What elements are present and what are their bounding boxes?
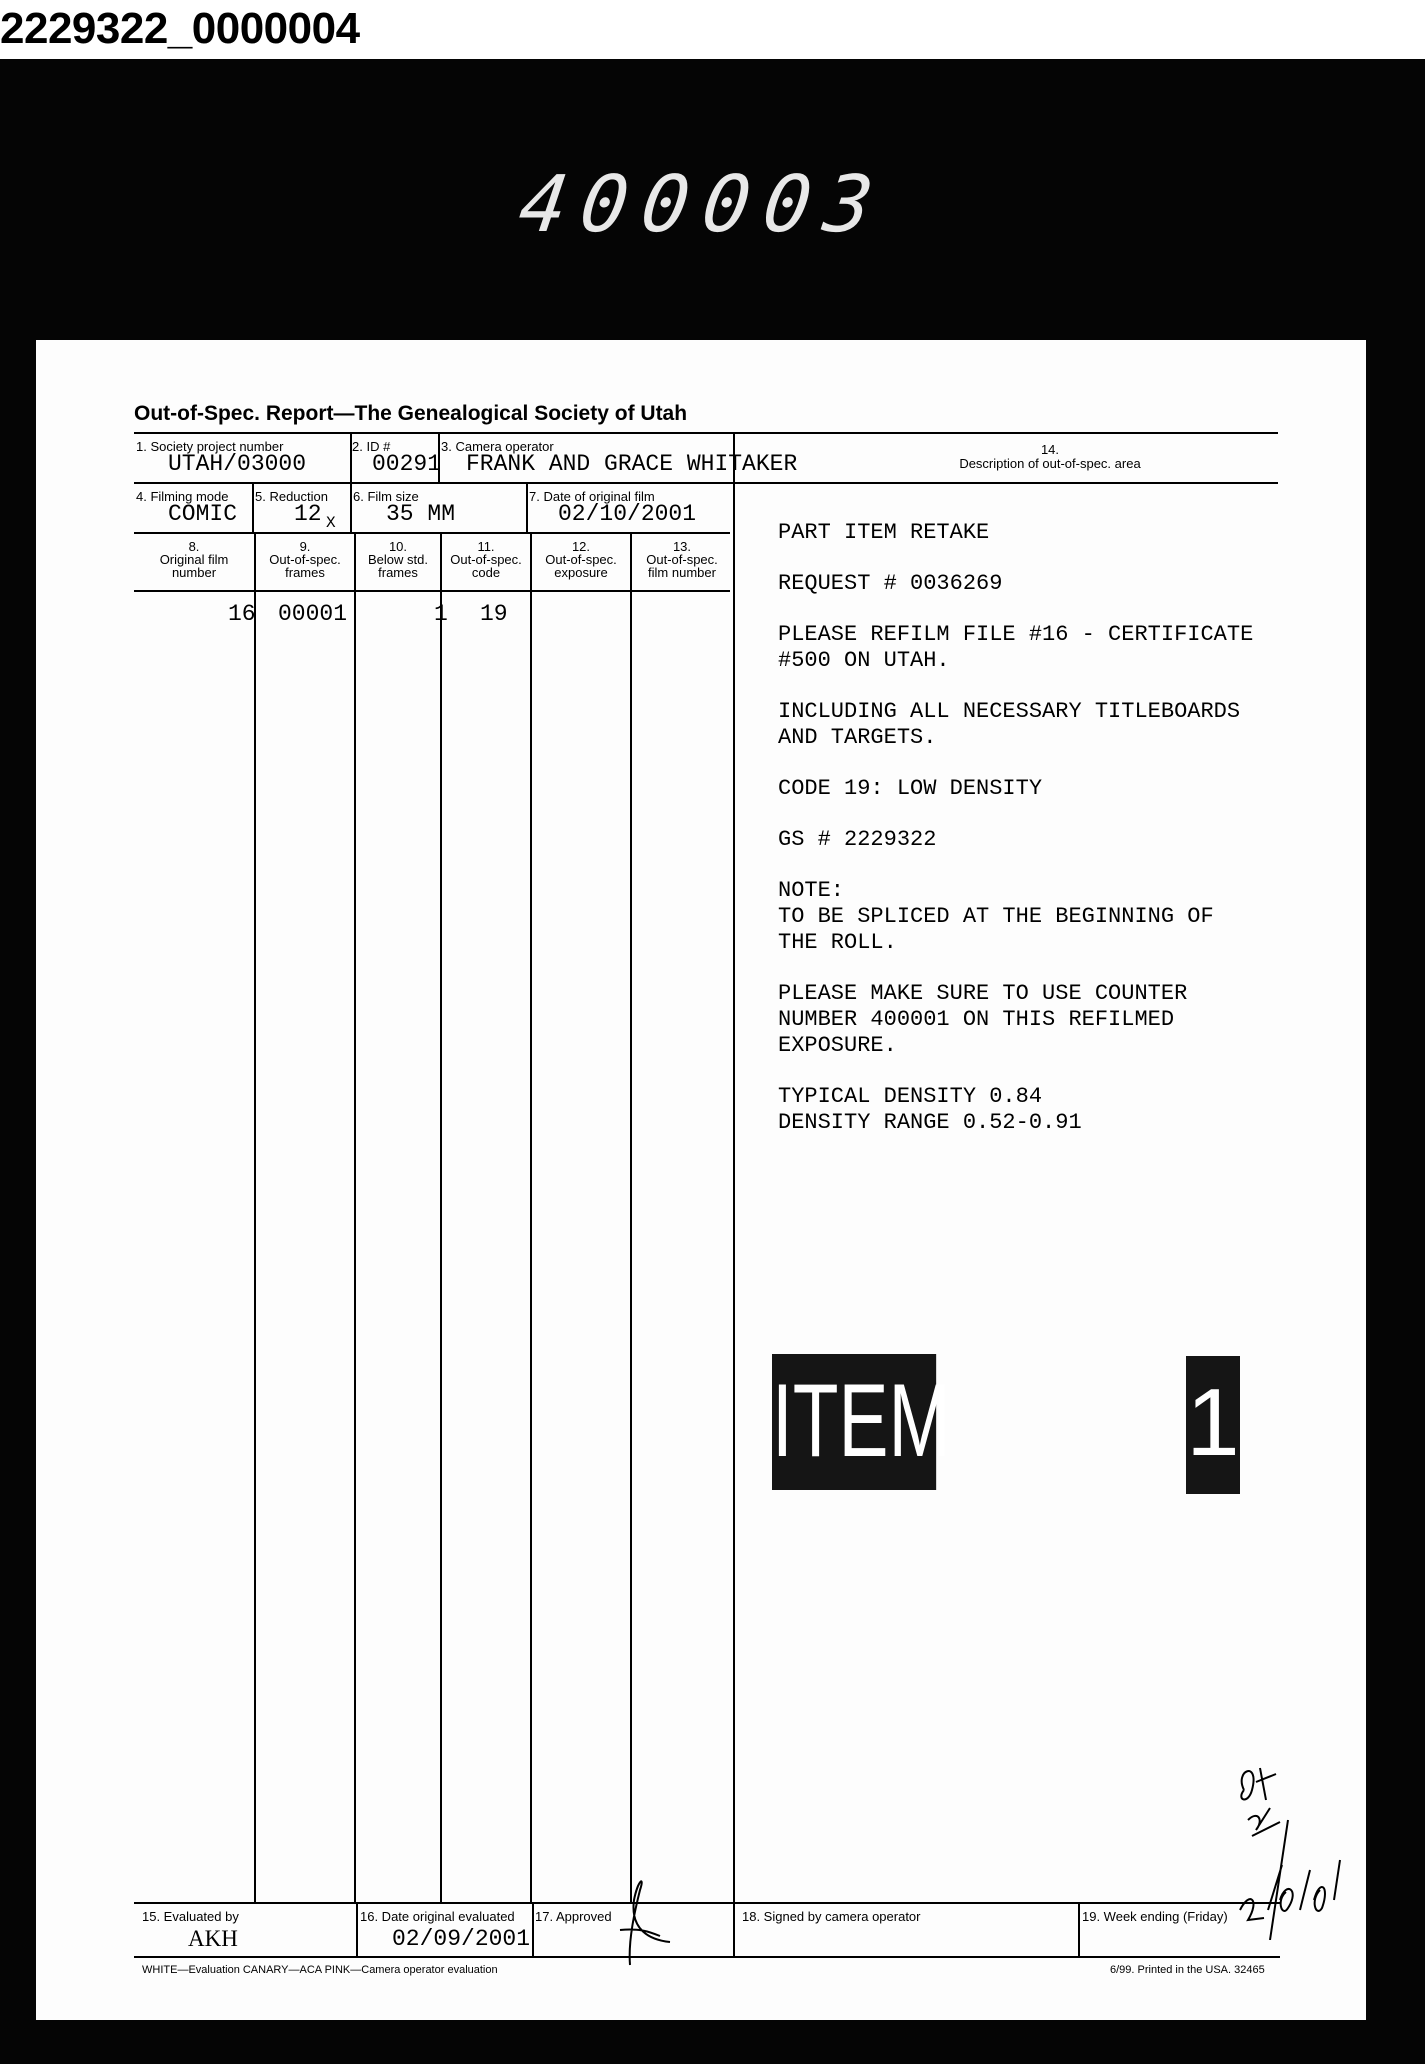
description-line: EXPOSURE. bbox=[778, 1033, 897, 1058]
film-size-value: 35 MM bbox=[386, 501, 456, 527]
film-size-label: 6. Film size bbox=[353, 489, 419, 504]
description-paragraph bbox=[778, 776, 1358, 802]
description-line: GS # 2229322 bbox=[778, 827, 937, 852]
counter-number: 400003 bbox=[513, 160, 893, 250]
society-project-value: UTAH/03000 bbox=[168, 451, 307, 477]
col-header-out-of-spec-film-number: 13. Out-of-spec. film number bbox=[646, 539, 718, 580]
handwritten-approval-note bbox=[1230, 1760, 1350, 1940]
description-line: DENSITY RANGE 0.52-0.91 bbox=[778, 1110, 1082, 1135]
description-line: AND TARGETS. bbox=[778, 725, 937, 750]
description-line: TO BE SPLICED AT THE BEGINNING OF bbox=[778, 904, 1214, 929]
col-header-below-std-frames: 10. Below std. frames bbox=[368, 539, 428, 580]
description-line: CODE 19: LOW DENSITY bbox=[778, 776, 1043, 801]
camera-operator-label: 3. Camera operator bbox=[441, 439, 554, 454]
item-card-word: ITEM bbox=[772, 1354, 936, 1490]
description-header-label: Description of out-of-spec. area bbox=[959, 456, 1141, 471]
description-line: #500 ON UTAH. bbox=[778, 648, 950, 673]
description-paragraph bbox=[778, 571, 1358, 597]
description-line: PLEASE MAKE SURE TO USE COUNTER bbox=[778, 981, 1188, 1006]
filming-mode-label: 4. Filming mode bbox=[136, 489, 229, 504]
description-paragraph bbox=[778, 981, 1358, 1059]
evaluated-by-label: 15. Evaluated by bbox=[142, 1909, 239, 1924]
date-original-evaluated-label: 16. Date original evaluated bbox=[360, 1909, 515, 1924]
description-line: NOTE: bbox=[778, 878, 845, 903]
document-id: 2229322_0000004 bbox=[0, 4, 360, 53]
form-title: Out-of-Spec. Report—The Genealogical Society of Utah bbox=[134, 402, 688, 425]
evaluated-by-value: AKH bbox=[188, 1926, 238, 1951]
society-project-label: 1. Society project number bbox=[136, 439, 284, 454]
description-line: PLEASE REFILM FILE #16 - CERTIFICATE bbox=[778, 622, 1254, 647]
description-header-num: 14. bbox=[1040, 442, 1060, 457]
description-paragraph bbox=[778, 699, 1358, 751]
description-paragraph bbox=[778, 520, 1358, 546]
approved-label: 17. Approved bbox=[535, 1909, 612, 1924]
footer-copies: WHITE—Evaluation CANARY—ACA PINK—Camera operator evaluation bbox=[142, 1964, 498, 1976]
out-of-spec-description bbox=[778, 520, 1358, 1161]
week-ending-label: 19. Week ending (Friday) bbox=[1082, 1909, 1228, 1924]
description-paragraph bbox=[778, 622, 1358, 674]
camera-operator-value: FRANK AND GRACE WHITAKER bbox=[466, 451, 798, 477]
reduction-suffix: X bbox=[326, 514, 336, 532]
col-header-out-of-spec-exposure: 12. Out-of-spec. exposure bbox=[545, 539, 617, 580]
description-paragraph bbox=[778, 878, 1358, 956]
reduction-value: 12 bbox=[294, 501, 322, 527]
reduction-label: 5. Reduction bbox=[255, 489, 328, 504]
description-paragraph bbox=[778, 827, 1358, 853]
id-value: 00291 bbox=[372, 451, 442, 477]
row-out-of-spec-code: 19 bbox=[480, 601, 508, 627]
description-paragraph bbox=[778, 1084, 1358, 1136]
date-original-film-value: 02/10/2001 bbox=[558, 501, 697, 527]
description-line: NUMBER 400001 ON THIS REFILMED bbox=[778, 1007, 1175, 1032]
id-label: 2. ID # bbox=[352, 439, 391, 454]
row-out-of-spec-frames: 00001 bbox=[278, 601, 348, 627]
date-original-evaluated-value: 02/09/2001 bbox=[392, 1926, 531, 1952]
description-line: TYPICAL DENSITY 0.84 bbox=[778, 1084, 1043, 1109]
approval-signature-mark bbox=[600, 1870, 690, 1970]
description-line: THE ROLL. bbox=[778, 930, 897, 955]
row-original-film-number: 16 bbox=[228, 601, 256, 627]
footer-print-info: 6/99. Printed in the USA. 32465 bbox=[1110, 1964, 1265, 1976]
signed-by-operator-label: 18. Signed by camera operator bbox=[742, 1909, 921, 1924]
date-original-film-label: 7. Date of original film bbox=[529, 489, 655, 504]
description-line: PART ITEM RETAKE bbox=[778, 520, 990, 545]
filming-mode-value: COMIC bbox=[168, 501, 238, 527]
description-line: REQUEST # 0036269 bbox=[778, 571, 1003, 596]
row-below-std-frames: 1 bbox=[434, 601, 448, 627]
col-header-out-of-spec-frames: 9. Out-of-spec. frames bbox=[269, 539, 341, 580]
col-header-out-of-spec-code: 11. Out-of-spec. code bbox=[450, 539, 522, 580]
item-card-number: 1 bbox=[1186, 1356, 1240, 1494]
description-line: INCLUDING ALL NECESSARY TITLEBOARDS bbox=[778, 699, 1241, 724]
col-header-original-film: 8. Original film number bbox=[159, 539, 229, 580]
